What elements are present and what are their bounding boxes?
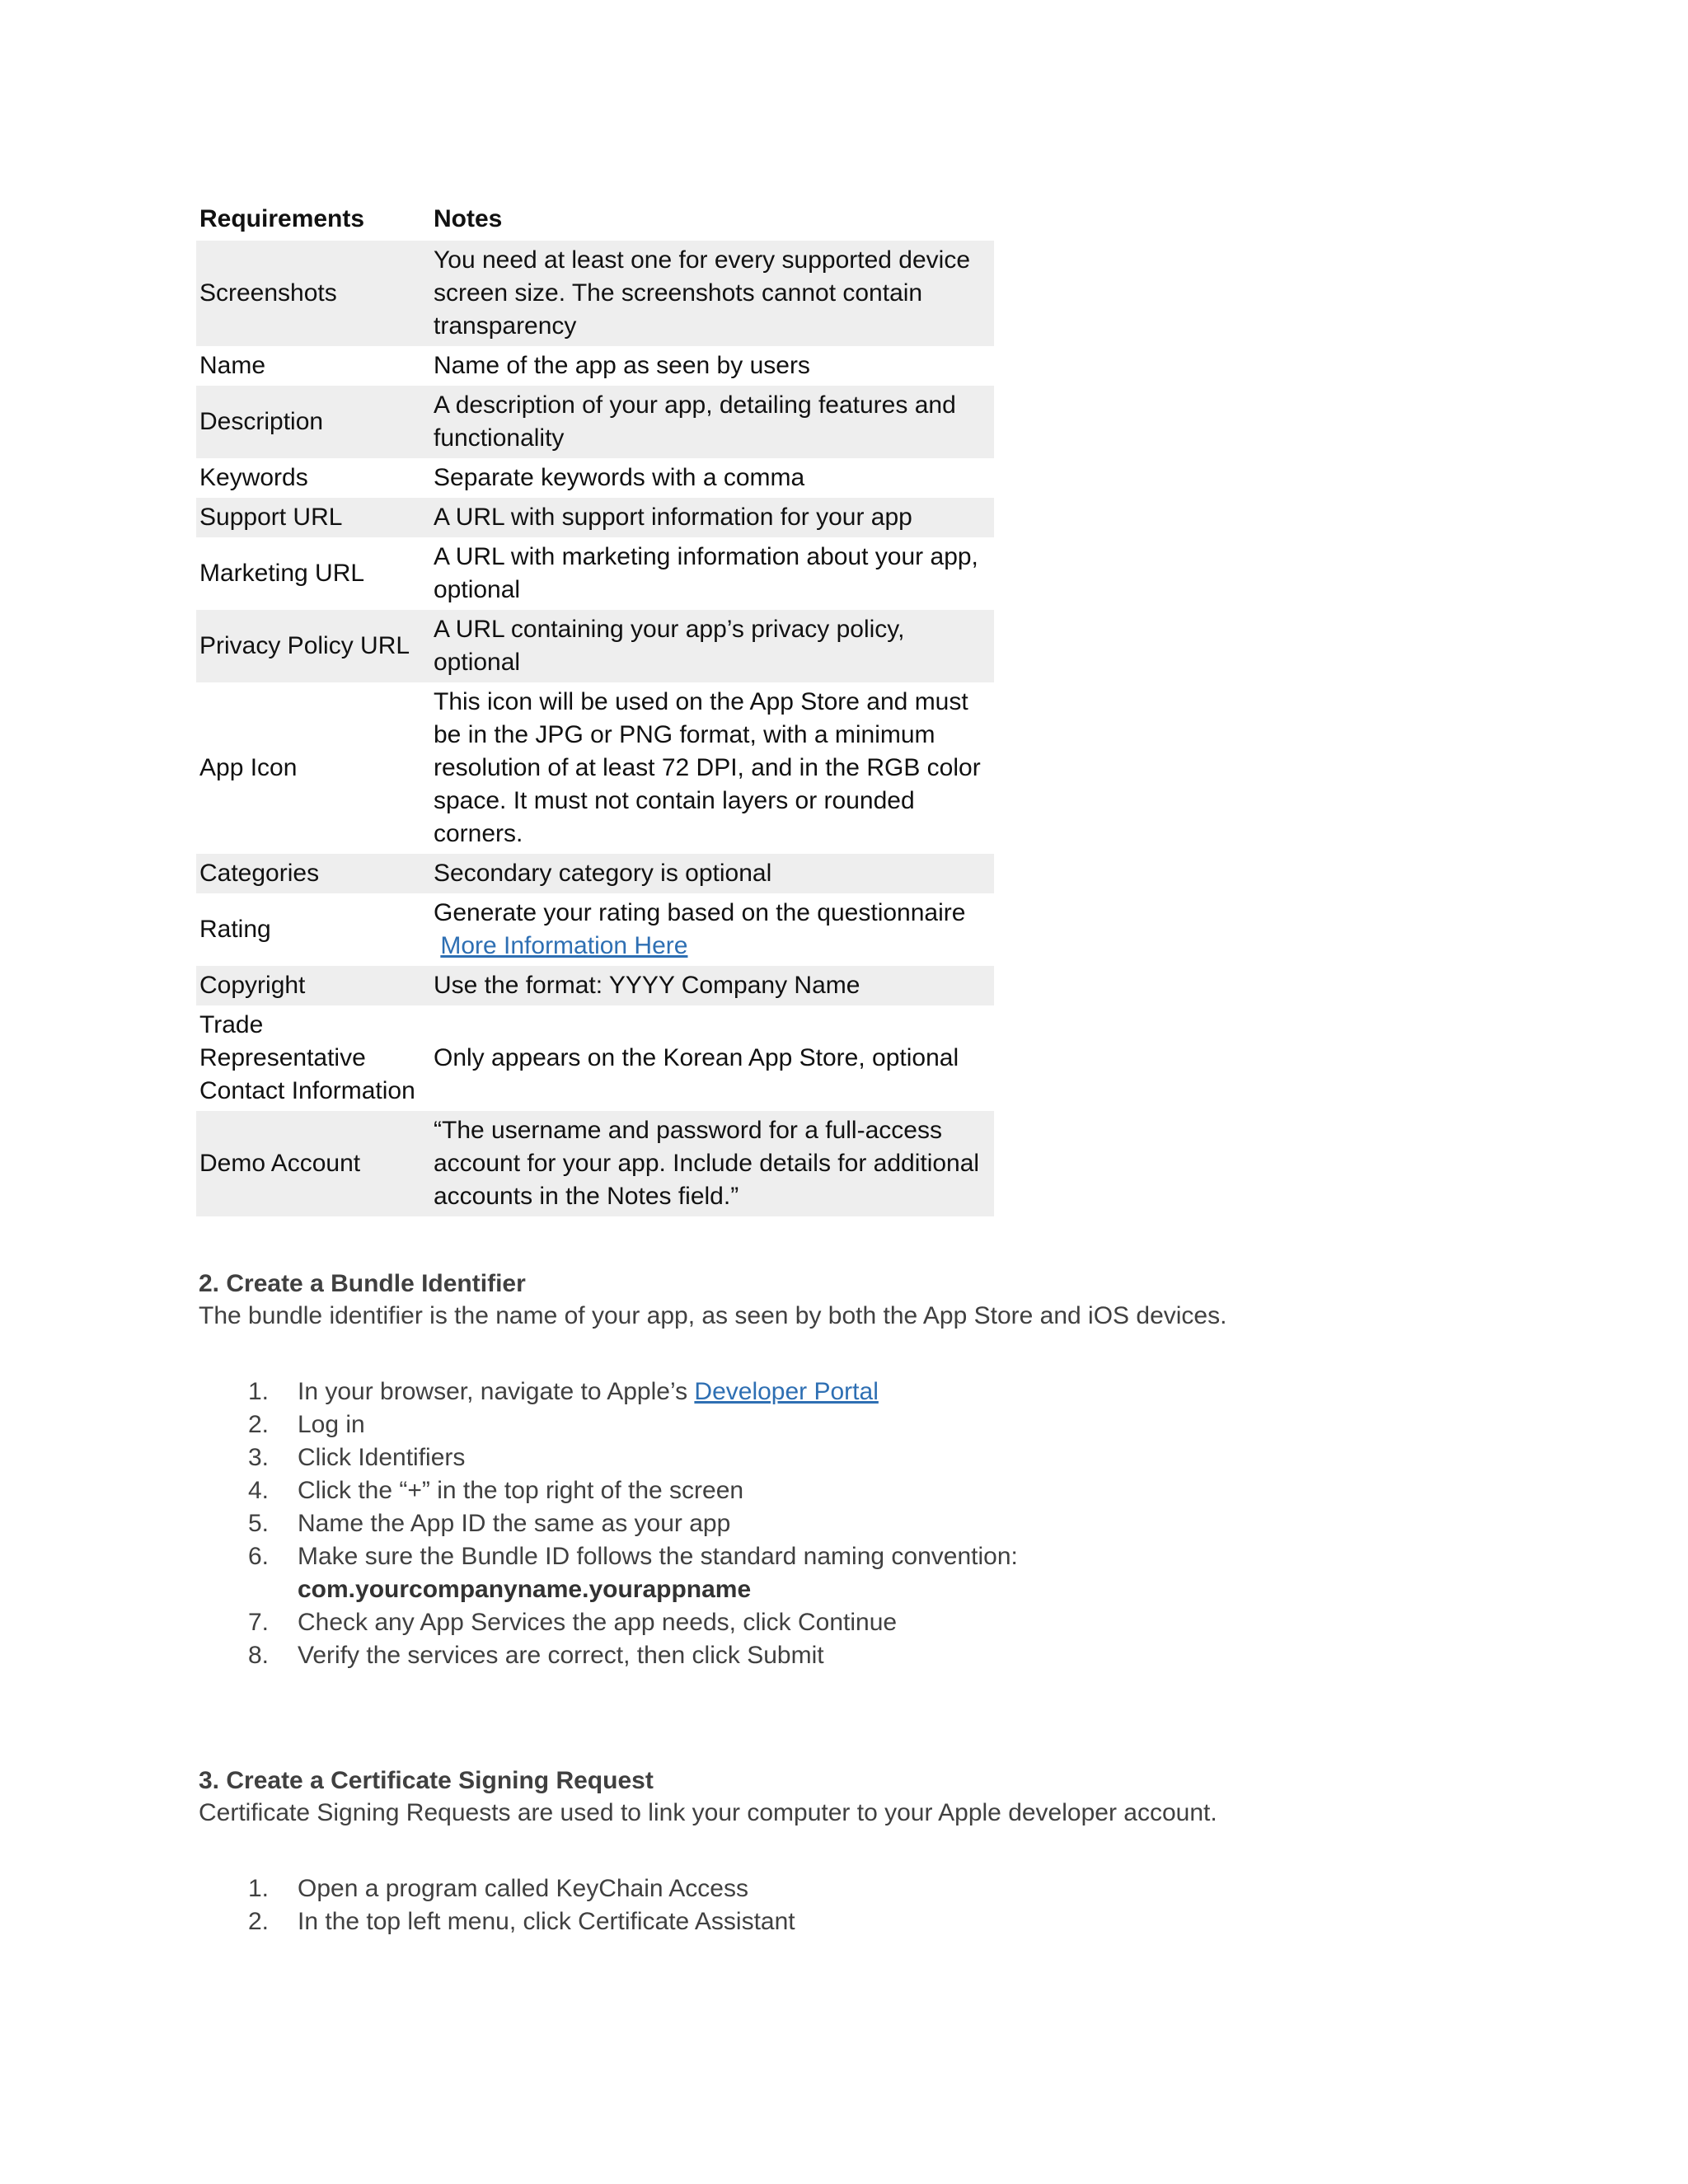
table-row xyxy=(196,854,994,893)
table-row xyxy=(196,893,994,966)
list-item: 3. Click Identifiers xyxy=(248,1444,466,1471)
list-item: 5. Name the App ID the same as your app xyxy=(248,1510,731,1537)
table-row xyxy=(196,610,994,682)
note-text: Generate your rating based on the questionnaire xyxy=(434,899,966,926)
table-row xyxy=(196,966,994,1005)
requirement-cell: Rating xyxy=(199,916,271,943)
bundle-identifier-section xyxy=(199,1268,1534,1672)
requirement-cell: App Icon xyxy=(199,754,298,781)
table-row xyxy=(196,682,994,854)
requirement-cell: Categories xyxy=(196,854,430,893)
section-heading: 3. Create a Certificate Signing Request xyxy=(199,1767,654,1794)
section-heading: 2. Create a Bundle Identifier xyxy=(199,1270,526,1297)
requirement-cell: Privacy Policy URL xyxy=(196,610,430,682)
table-row xyxy=(196,1005,994,1111)
certificate-signing-request-section xyxy=(199,1765,1534,1938)
list-item: 7. Check any App Services the app needs, click Continue xyxy=(248,1609,898,1636)
requirement-cell: Demo Account xyxy=(196,1111,430,1216)
note-cell: “The username and password for a full-access account for your app. Include details for additional accounts in the Notes field.” xyxy=(430,1111,994,1216)
note-cell: This icon will be used on the App Store and must be in the JPG or PNG format, with a minimum resolution of at least 72 DPI, and in the RGB color space. It must not contain layers or rounded corners. xyxy=(434,688,981,847)
note-cell: You need at least one for every supported device screen size. The screenshots cannot contain transparency xyxy=(430,241,994,346)
table-row xyxy=(196,537,994,610)
list-item: 2. In the top left menu, click Certificate Assistant xyxy=(248,1908,795,1935)
list-item: 2. Log in xyxy=(248,1411,365,1438)
section-intro: Certificate Signing Requests are used to link your computer to your Apple developer account. xyxy=(199,1799,1217,1826)
note-cell: A URL containing your app’s privacy policy, optional xyxy=(430,610,994,682)
notes-column-header: Notes xyxy=(434,205,503,232)
bundle-id-convention: com.yourcompanyname.yourappname xyxy=(298,1576,752,1603)
list-item: 1. Open a program called KeyChain Access xyxy=(248,1875,748,1902)
table-row xyxy=(196,241,994,346)
table-row xyxy=(196,498,994,537)
note-cell: A URL with marketing information about your app, optional xyxy=(434,543,978,603)
requirement-cell: Support URL xyxy=(196,498,430,537)
note-cell: Secondary category is optional xyxy=(430,854,994,893)
requirement-cell: Marketing URL xyxy=(199,560,365,587)
requirement-cell: Name xyxy=(199,352,266,379)
section-intro: The bundle identifier is the name of your app, as seen by both the App Store and iOS devices. xyxy=(199,1302,1227,1329)
table-header-row xyxy=(196,198,994,241)
csr-steps-list xyxy=(199,1872,1534,1938)
table-row xyxy=(196,458,994,498)
list-item: 8. Verify the services are correct, then click Submit xyxy=(248,1642,824,1669)
requirement-cell: Description xyxy=(196,386,430,458)
requirement-cell: Keywords xyxy=(199,464,308,491)
requirements-column-header: Requirements xyxy=(199,205,365,232)
note-cell: Separate keywords with a comma xyxy=(434,464,805,491)
note-cell: A URL with support information for your app xyxy=(430,498,994,537)
note-cell: Use the format: YYYY Company Name xyxy=(430,966,994,1005)
note-cell: A description of your app, detailing features and functionality xyxy=(430,386,994,458)
note-cell: Only appears on the Korean App Store, optional xyxy=(434,1044,959,1071)
developer-portal-link[interactable]: Developer Portal xyxy=(694,1378,879,1405)
requirement-cell: Screenshots xyxy=(196,241,430,346)
note-cell xyxy=(430,893,994,966)
list-item: 6. Make sure the Bundle ID follows the standard naming convention: com.yourcompanyname.yourappname xyxy=(248,1543,1018,1603)
table-row xyxy=(196,386,994,458)
table-row xyxy=(196,1111,994,1216)
bundle-steps-list xyxy=(199,1376,1534,1672)
list-item: 1. In your browser, navigate to Apple’s Developer Portal xyxy=(248,1378,879,1405)
requirements-table xyxy=(196,198,994,1216)
requirement-cell: Trade Representative Contact Information xyxy=(199,1011,415,1104)
note-cell: Name of the app as seen by users xyxy=(434,352,810,379)
more-information-link[interactable]: More Information Here xyxy=(440,932,688,959)
requirement-cell: Copyright xyxy=(196,966,430,1005)
table-row xyxy=(196,346,994,386)
list-item: 4. Click the “+” in the top right of the screen xyxy=(248,1477,744,1504)
